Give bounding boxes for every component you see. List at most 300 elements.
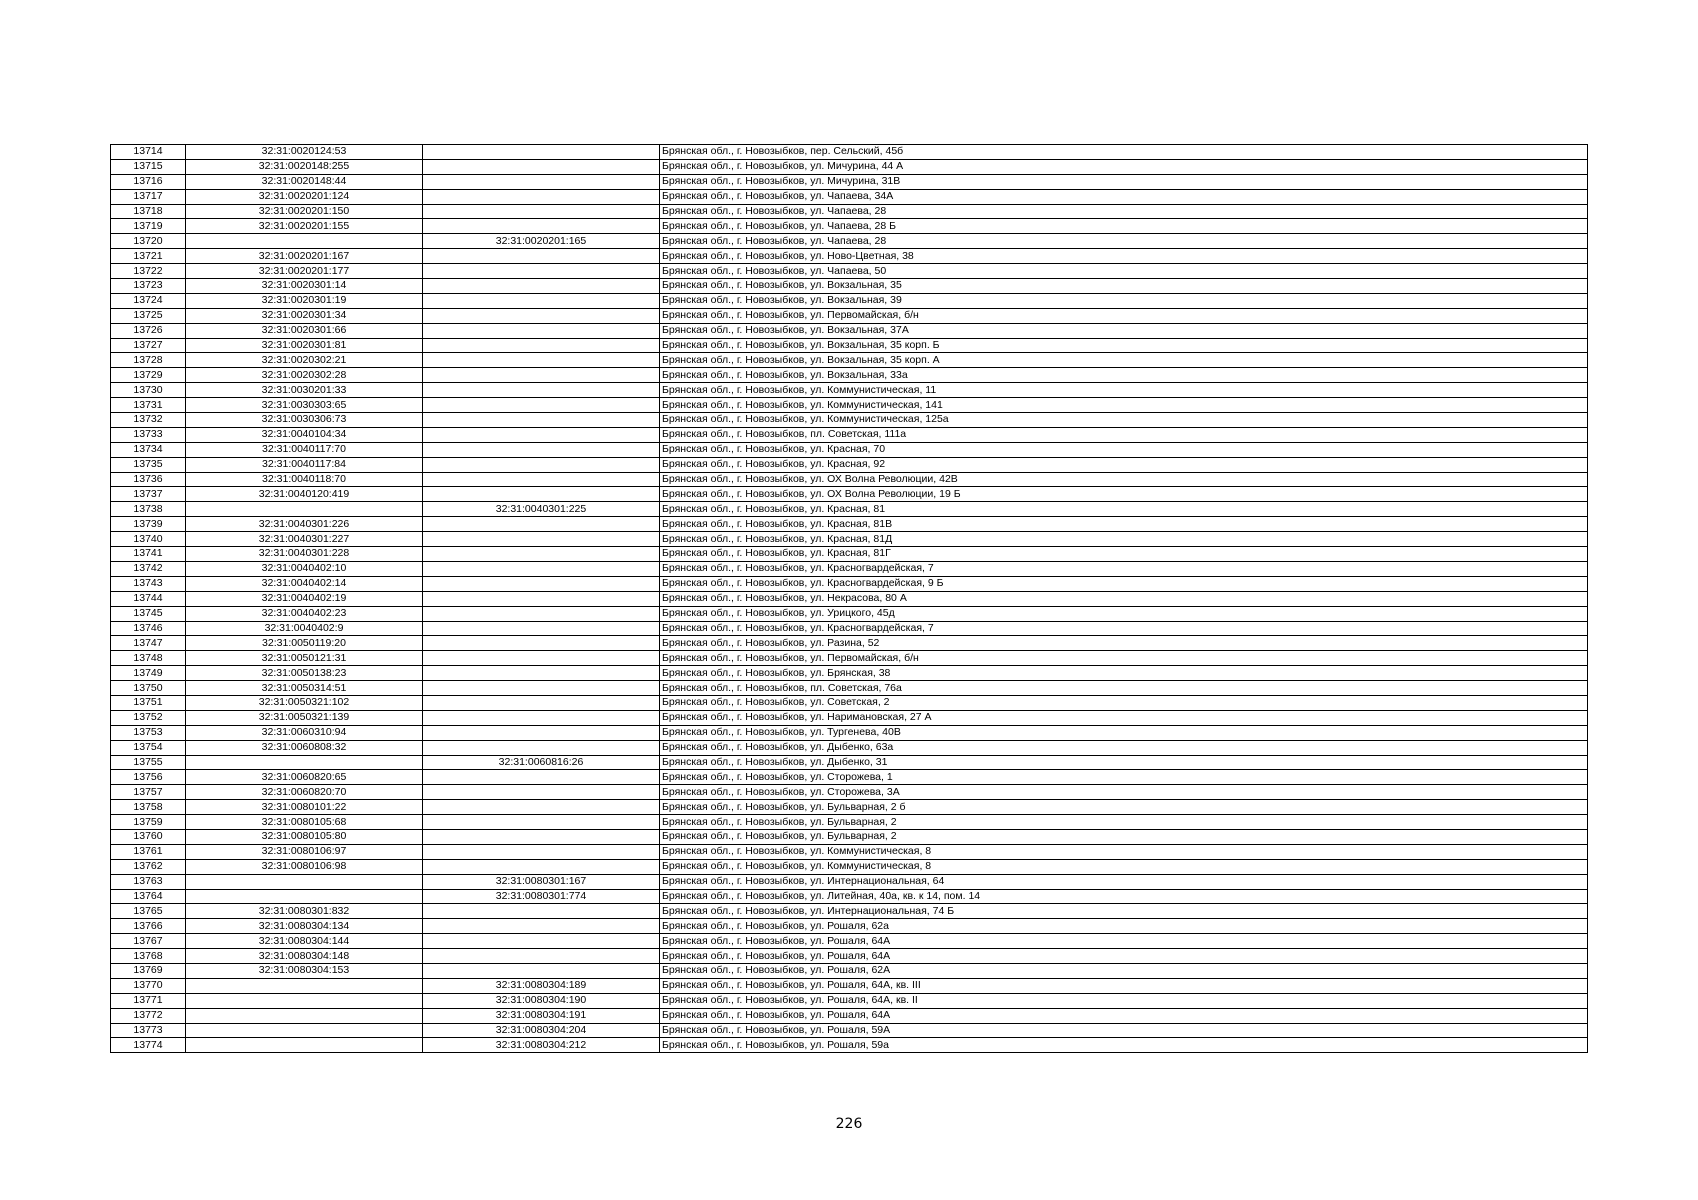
cadastral-number-alt-cell bbox=[423, 174, 660, 189]
row-number-cell: 13766 bbox=[111, 919, 186, 934]
address-cell: Брянская обл., г. Новозыбков, ул. Красная, 81 bbox=[660, 502, 1588, 517]
cadastral-number-cell: 32:31:0060820:65 bbox=[186, 770, 423, 785]
cadastral-number-alt-cell bbox=[423, 710, 660, 725]
row-number-cell: 13753 bbox=[111, 725, 186, 740]
address-cell: Брянская обл., г. Новозыбков, ул. Коммунистическая, 141 bbox=[660, 398, 1588, 413]
cadastral-number-cell bbox=[186, 1008, 423, 1023]
cadastral-number-cell: 32:31:0040402:19 bbox=[186, 591, 423, 606]
row-number-cell: 13729 bbox=[111, 368, 186, 383]
cadastral-number-cell: 32:31:0020301:14 bbox=[186, 279, 423, 294]
cadastral-number-alt-cell bbox=[423, 904, 660, 919]
row-number-cell: 13754 bbox=[111, 740, 186, 755]
cadastral-number-alt-cell bbox=[423, 636, 660, 651]
table-row bbox=[111, 517, 1588, 532]
cadastral-number-alt-cell bbox=[423, 204, 660, 219]
cadastral-number-alt-cell bbox=[423, 666, 660, 681]
table-row bbox=[111, 725, 1588, 740]
cadastral-number-cell: 32:31:0020201:167 bbox=[186, 249, 423, 264]
table-row bbox=[111, 904, 1588, 919]
cadastral-number-cell: 32:31:0020201:124 bbox=[186, 189, 423, 204]
cadastral-number-alt-cell bbox=[423, 621, 660, 636]
address-cell: Брянская обл., г. Новозыбков, ул. Сторожева, 1 bbox=[660, 770, 1588, 785]
row-number-cell: 13763 bbox=[111, 874, 186, 889]
table-row bbox=[111, 710, 1588, 725]
cadastral-number-alt-cell: 32:31:0080304:189 bbox=[423, 978, 660, 993]
address-cell: Брянская обл., г. Новозыбков, ул. Рошаля, 64А bbox=[660, 949, 1588, 964]
address-cell: Брянская обл., г. Новозыбков, ул. Коммунистическая, 8 bbox=[660, 859, 1588, 874]
cadastral-number-cell: 32:31:0030303:65 bbox=[186, 398, 423, 413]
cadastral-number-alt-cell bbox=[423, 159, 660, 174]
table-row bbox=[111, 606, 1588, 621]
cadastral-number-cell: 32:31:0020301:34 bbox=[186, 308, 423, 323]
row-number-cell: 13758 bbox=[111, 800, 186, 815]
row-number-cell: 13740 bbox=[111, 532, 186, 547]
row-number-cell: 13725 bbox=[111, 308, 186, 323]
cadastral-number-cell: 32:31:0030306:73 bbox=[186, 413, 423, 428]
table-row bbox=[111, 591, 1588, 606]
cadastral-number-alt-cell bbox=[423, 949, 660, 964]
row-number-cell: 13723 bbox=[111, 279, 186, 294]
address-cell: Брянская обл., г. Новозыбков, ул. Чапаева, 34А bbox=[660, 189, 1588, 204]
table-row bbox=[111, 427, 1588, 442]
address-cell: Брянская обл., г. Новозыбков, ул. Интернациональная, 74 Б bbox=[660, 904, 1588, 919]
table-row bbox=[111, 159, 1588, 174]
cadastral-number-alt-cell bbox=[423, 695, 660, 710]
table-row bbox=[111, 353, 1588, 368]
table-row bbox=[111, 770, 1588, 785]
address-cell: Брянская обл., г. Новозыбков, ул. Рошаля, 64А bbox=[660, 1008, 1588, 1023]
address-cell: Брянская обл., г. Новозыбков, ул. Разина, 52 bbox=[660, 636, 1588, 651]
row-number-cell: 13759 bbox=[111, 815, 186, 830]
row-number-cell: 13730 bbox=[111, 383, 186, 398]
row-number-cell: 13768 bbox=[111, 949, 186, 964]
cadastral-number-cell: 32:31:0050119:20 bbox=[186, 636, 423, 651]
address-cell: Брянская обл., г. Новозыбков, ул. ОХ Волна Революции, 42В bbox=[660, 472, 1588, 487]
cadastral-number-alt-cell bbox=[423, 427, 660, 442]
row-number-cell: 13752 bbox=[111, 710, 186, 725]
cadastral-number-cell: 32:31:0040117:84 bbox=[186, 457, 423, 472]
cadastral-number-alt-cell bbox=[423, 368, 660, 383]
cadastral-number-alt-cell bbox=[423, 532, 660, 547]
address-cell: Брянская обл., г. Новозыбков, ул. Чапаева, 50 bbox=[660, 264, 1588, 279]
row-number-cell: 13720 bbox=[111, 234, 186, 249]
cadastral-number-cell: 32:31:0050321:139 bbox=[186, 710, 423, 725]
row-number-cell: 13772 bbox=[111, 1008, 186, 1023]
cadastral-number-alt-cell bbox=[423, 338, 660, 353]
row-number-cell: 13736 bbox=[111, 472, 186, 487]
address-cell: Брянская обл., г. Новозыбков, ул. Дыбенко, 31 bbox=[660, 755, 1588, 770]
cadastral-number-cell: 32:31:0020201:150 bbox=[186, 204, 423, 219]
row-number-cell: 13737 bbox=[111, 487, 186, 502]
cadastral-number-alt-cell bbox=[423, 651, 660, 666]
cadastral-number-alt-cell: 32:31:0080304:190 bbox=[423, 993, 660, 1008]
row-number-cell: 13749 bbox=[111, 666, 186, 681]
table-row bbox=[111, 323, 1588, 338]
cadastral-number-cell bbox=[186, 755, 423, 770]
cadastral-number-cell: 32:31:0020302:28 bbox=[186, 368, 423, 383]
row-number-cell: 13732 bbox=[111, 413, 186, 428]
address-cell: Брянская обл., г. Новозыбков, ул. Красногвардейская, 7 bbox=[660, 561, 1588, 576]
cadastral-number-cell: 32:31:0020148:255 bbox=[186, 159, 423, 174]
cadastral-number-alt-cell bbox=[423, 145, 660, 160]
row-number-cell: 13773 bbox=[111, 1023, 186, 1038]
row-number-cell: 13715 bbox=[111, 159, 186, 174]
table-row bbox=[111, 844, 1588, 859]
row-number-cell: 13731 bbox=[111, 398, 186, 413]
cadastral-number-cell: 32:31:0040301:226 bbox=[186, 517, 423, 532]
cadastral-number-alt-cell bbox=[423, 800, 660, 815]
table-row bbox=[111, 189, 1588, 204]
table-row bbox=[111, 204, 1588, 219]
table-row bbox=[111, 695, 1588, 710]
cadastral-number-alt-cell bbox=[423, 844, 660, 859]
table-row bbox=[111, 413, 1588, 428]
table-row bbox=[111, 636, 1588, 651]
row-number-cell: 13762 bbox=[111, 859, 186, 874]
cadastral-number-alt-cell bbox=[423, 413, 660, 428]
cadastral-number-cell bbox=[186, 874, 423, 889]
cadastral-number-alt-cell: 32:31:0060816:26 bbox=[423, 755, 660, 770]
address-cell: Брянская обл., г. Новозыбков, ул. Наримановская, 27 А bbox=[660, 710, 1588, 725]
cadastral-number-cell: 32:31:0040402:9 bbox=[186, 621, 423, 636]
cadastral-number-alt-cell bbox=[423, 859, 660, 874]
table-row bbox=[111, 145, 1588, 160]
row-number-cell: 13746 bbox=[111, 621, 186, 636]
row-number-cell: 13755 bbox=[111, 755, 186, 770]
cadastral-number-alt-cell bbox=[423, 576, 660, 591]
cadastral-number-cell: 32:31:0050314:51 bbox=[186, 681, 423, 696]
cadastral-number-alt-cell: 32:31:0080304:212 bbox=[423, 1038, 660, 1053]
address-cell: Брянская обл., г. Новозыбков, ул. ОХ Волна Революции, 19 Б bbox=[660, 487, 1588, 502]
address-cell: Брянская обл., г. Новозыбков, ул. Мичурина, 31В bbox=[660, 174, 1588, 189]
address-cell: Брянская обл., г. Новозыбков, ул. Ново-Цветная, 38 bbox=[660, 249, 1588, 264]
cadastral-number-alt-cell bbox=[423, 487, 660, 502]
cadastral-number-cell bbox=[186, 502, 423, 517]
address-cell: Брянская обл., г. Новозыбков, пер. Сельский, 45б bbox=[660, 145, 1588, 160]
cadastral-number-alt-cell bbox=[423, 323, 660, 338]
table-row bbox=[111, 829, 1588, 844]
cadastral-number-alt-cell bbox=[423, 934, 660, 949]
address-cell: Брянская обл., г. Новозыбков, ул. Тургенева, 40В bbox=[660, 725, 1588, 740]
address-cell: Брянская обл., г. Новозыбков, ул. Чапаева, 28 bbox=[660, 234, 1588, 249]
table-row bbox=[111, 785, 1588, 800]
cadastral-number-alt-cell bbox=[423, 293, 660, 308]
table-row bbox=[111, 800, 1588, 815]
cadastral-number-alt-cell bbox=[423, 785, 660, 800]
table-row bbox=[111, 502, 1588, 517]
row-number-cell: 13727 bbox=[111, 338, 186, 353]
row-number-cell: 13714 bbox=[111, 145, 186, 160]
cadastral-number-alt-cell bbox=[423, 681, 660, 696]
cadastral-number-alt-cell bbox=[423, 815, 660, 830]
address-cell: Брянская обл., г. Новозыбков, ул. Рошаля, 64А bbox=[660, 934, 1588, 949]
row-number-cell: 13739 bbox=[111, 517, 186, 532]
table-row bbox=[111, 1008, 1588, 1023]
table-row bbox=[111, 978, 1588, 993]
address-cell: Брянская обл., г. Новозыбков, ул. Коммунистическая, 125а bbox=[660, 413, 1588, 428]
table-row bbox=[111, 934, 1588, 949]
cadastral-number-alt-cell: 32:31:0080304:204 bbox=[423, 1023, 660, 1038]
cadastral-number-alt-cell bbox=[423, 279, 660, 294]
address-cell: Брянская обл., г. Новозыбков, ул. Рошаля, 64А, кв. II bbox=[660, 993, 1588, 1008]
row-number-cell: 13718 bbox=[111, 204, 186, 219]
cadastral-number-cell: 32:31:0080106:97 bbox=[186, 844, 423, 859]
address-cell: Брянская обл., г. Новозыбков, ул. Бульварная, 2 б bbox=[660, 800, 1588, 815]
table-row bbox=[111, 547, 1588, 562]
page-number: 226 bbox=[835, 1116, 863, 1132]
row-number-cell: 13761 bbox=[111, 844, 186, 859]
row-number-cell: 13743 bbox=[111, 576, 186, 591]
table-row bbox=[111, 234, 1588, 249]
table-row bbox=[111, 621, 1588, 636]
cadastral-number-cell: 32:31:0040301:227 bbox=[186, 532, 423, 547]
cadastral-number-cell: 32:31:0080106:98 bbox=[186, 859, 423, 874]
address-cell: Брянская обл., г. Новозыбков, ул. Вокзальная, 33а bbox=[660, 368, 1588, 383]
row-number-cell: 13734 bbox=[111, 442, 186, 457]
address-cell: Брянская обл., г. Новозыбков, ул. Красная, 81Д bbox=[660, 532, 1588, 547]
cadastral-number-cell: 32:31:0080304:148 bbox=[186, 949, 423, 964]
cadastral-number-cell: 32:31:0020301:66 bbox=[186, 323, 423, 338]
table-row bbox=[111, 338, 1588, 353]
address-cell: Брянская обл., г. Новозыбков, ул. Мичурина, 44 А bbox=[660, 159, 1588, 174]
cadastral-number-cell: 32:31:0030201:33 bbox=[186, 383, 423, 398]
table-row bbox=[111, 279, 1588, 294]
address-cell: Брянская обл., г. Новозыбков, ул. Красная, 81В bbox=[660, 517, 1588, 532]
row-number-cell: 13735 bbox=[111, 457, 186, 472]
table-row bbox=[111, 889, 1588, 904]
table-row bbox=[111, 1038, 1588, 1053]
address-cell: Брянская обл., г. Новозыбков, ул. Рошаля, 64А, кв. III bbox=[660, 978, 1588, 993]
table-row bbox=[111, 874, 1588, 889]
cadastral-number-cell: 32:31:0040402:14 bbox=[186, 576, 423, 591]
row-number-cell: 13717 bbox=[111, 189, 186, 204]
cadastral-number-cell: 32:31:0080105:68 bbox=[186, 815, 423, 830]
cadastral-number-alt-cell bbox=[423, 353, 660, 368]
cadastral-number-alt-cell: 32:31:0080304:191 bbox=[423, 1008, 660, 1023]
table-row bbox=[111, 666, 1588, 681]
row-number-cell: 13760 bbox=[111, 829, 186, 844]
cadastral-number-alt-cell bbox=[423, 963, 660, 978]
address-cell: Брянская обл., г. Новозыбков, ул. Коммунистическая, 11 bbox=[660, 383, 1588, 398]
address-cell: Брянская обл., г. Новозыбков, ул. Сторожева, 3А bbox=[660, 785, 1588, 800]
row-number-cell: 13738 bbox=[111, 502, 186, 517]
address-cell: Брянская обл., г. Новозыбков, ул. Интернациональная, 64 bbox=[660, 874, 1588, 889]
cadastral-number-cell: 32:31:0080301:832 bbox=[186, 904, 423, 919]
address-cell: Брянская обл., г. Новозыбков, пл. Советская, 111а bbox=[660, 427, 1588, 442]
cadastral-number-cell bbox=[186, 978, 423, 993]
row-number-cell: 13756 bbox=[111, 770, 186, 785]
cadastral-number-alt-cell bbox=[423, 561, 660, 576]
cadastral-number-cell bbox=[186, 234, 423, 249]
cadastral-number-alt-cell bbox=[423, 264, 660, 279]
address-cell: Брянская обл., г. Новозыбков, ул. Дыбенко, 63а bbox=[660, 740, 1588, 755]
row-number-cell: 13716 bbox=[111, 174, 186, 189]
cadastral-number-alt-cell bbox=[423, 517, 660, 532]
row-number-cell: 13742 bbox=[111, 561, 186, 576]
row-number-cell: 13765 bbox=[111, 904, 186, 919]
cadastral-number-cell: 32:31:0040117:70 bbox=[186, 442, 423, 457]
row-number-cell: 13747 bbox=[111, 636, 186, 651]
table-row bbox=[111, 398, 1588, 413]
address-cell: Брянская обл., г. Новозыбков, ул. Брянская, 38 bbox=[660, 666, 1588, 681]
cadastral-number-alt-cell bbox=[423, 219, 660, 234]
table-row bbox=[111, 755, 1588, 770]
table-row bbox=[111, 949, 1588, 964]
address-cell: Брянская обл., г. Новозыбков, ул. Красная, 92 bbox=[660, 457, 1588, 472]
row-number-cell: 13728 bbox=[111, 353, 186, 368]
cadastral-number-cell: 32:31:0020148:44 bbox=[186, 174, 423, 189]
address-cell: Брянская обл., г. Новозыбков, ул. Коммунистическая, 8 bbox=[660, 844, 1588, 859]
cadastral-number-alt-cell bbox=[423, 189, 660, 204]
cadastral-number-cell bbox=[186, 993, 423, 1008]
table-row bbox=[111, 293, 1588, 308]
cadastral-number-alt-cell bbox=[423, 725, 660, 740]
address-cell: Брянская обл., г. Новозыбков, ул. Красногвардейская, 9 Б bbox=[660, 576, 1588, 591]
cadastral-register-table bbox=[110, 144, 1588, 1053]
table-row bbox=[111, 383, 1588, 398]
cadastral-number-cell: 32:31:0020302:21 bbox=[186, 353, 423, 368]
table-row bbox=[111, 859, 1588, 874]
cadastral-number-alt-cell bbox=[423, 770, 660, 785]
address-cell: Брянская обл., г. Новозыбков, ул. Вокзальная, 37А bbox=[660, 323, 1588, 338]
table-row bbox=[111, 174, 1588, 189]
cadastral-number-cell bbox=[186, 1038, 423, 1053]
cadastral-number-cell: 32:31:0050121:31 bbox=[186, 651, 423, 666]
table-row bbox=[111, 442, 1588, 457]
cadastral-number-alt-cell: 32:31:0080301:774 bbox=[423, 889, 660, 904]
cadastral-number-alt-cell bbox=[423, 606, 660, 621]
address-cell: Брянская обл., г. Новозыбков, ул. Чапаева, 28 bbox=[660, 204, 1588, 219]
cadastral-number-cell: 32:31:0040120:419 bbox=[186, 487, 423, 502]
table-row bbox=[111, 651, 1588, 666]
cadastral-number-cell: 32:31:0020124:53 bbox=[186, 145, 423, 160]
address-cell: Брянская обл., г. Новозыбков, ул. Рошаля, 59а bbox=[660, 1038, 1588, 1053]
cadastral-number-alt-cell bbox=[423, 383, 660, 398]
cadastral-number-cell bbox=[186, 889, 423, 904]
address-cell: Брянская обл., г. Новозыбков, ул. Рошаля, 62а bbox=[660, 919, 1588, 934]
row-number-cell: 13751 bbox=[111, 695, 186, 710]
row-number-cell: 13741 bbox=[111, 547, 186, 562]
table-row bbox=[111, 1023, 1588, 1038]
row-number-cell: 13771 bbox=[111, 993, 186, 1008]
cadastral-number-cell: 32:31:0040301:228 bbox=[186, 547, 423, 562]
cadastral-number-cell: 32:31:0050321:102 bbox=[186, 695, 423, 710]
register-table-body bbox=[111, 145, 1588, 1053]
cadastral-number-alt-cell bbox=[423, 249, 660, 264]
table-row bbox=[111, 681, 1588, 696]
cadastral-number-cell: 32:31:0040104:34 bbox=[186, 427, 423, 442]
address-cell: Брянская обл., г. Новозыбков, ул. Вокзальная, 35 корп. Б bbox=[660, 338, 1588, 353]
cadastral-number-cell: 32:31:0080304:144 bbox=[186, 934, 423, 949]
cadastral-number-alt-cell bbox=[423, 308, 660, 323]
row-number-cell: 13733 bbox=[111, 427, 186, 442]
row-number-cell: 13757 bbox=[111, 785, 186, 800]
address-cell: Брянская обл., г. Новозыбков, ул. Вокзальная, 35 корп. А bbox=[660, 353, 1588, 368]
table-row bbox=[111, 457, 1588, 472]
cadastral-number-alt-cell bbox=[423, 442, 660, 457]
table-row bbox=[111, 740, 1588, 755]
address-cell: Брянская обл., г. Новозыбков, пл. Советская, 76а bbox=[660, 681, 1588, 696]
cadastral-number-cell bbox=[186, 1023, 423, 1038]
cadastral-number-cell: 32:31:0040402:23 bbox=[186, 606, 423, 621]
row-number-cell: 13724 bbox=[111, 293, 186, 308]
cadastral-number-alt-cell bbox=[423, 829, 660, 844]
cadastral-number-cell: 32:31:0020301:81 bbox=[186, 338, 423, 353]
address-cell: Брянская обл., г. Новозыбков, ул. Красная, 81Г bbox=[660, 547, 1588, 562]
cadastral-number-cell: 32:31:0060820:70 bbox=[186, 785, 423, 800]
table-row bbox=[111, 532, 1588, 547]
table-row bbox=[111, 993, 1588, 1008]
cadastral-number-alt-cell: 32:31:0040301:225 bbox=[423, 502, 660, 517]
table-row bbox=[111, 919, 1588, 934]
row-number-cell: 13726 bbox=[111, 323, 186, 338]
row-number-cell: 13721 bbox=[111, 249, 186, 264]
table-row bbox=[111, 963, 1588, 978]
row-number-cell: 13719 bbox=[111, 219, 186, 234]
cadastral-number-cell: 32:31:0020201:155 bbox=[186, 219, 423, 234]
address-cell: Брянская обл., г. Новозыбков, ул. Советская, 2 bbox=[660, 695, 1588, 710]
cadastral-number-alt-cell bbox=[423, 472, 660, 487]
row-number-cell: 13764 bbox=[111, 889, 186, 904]
address-cell: Брянская обл., г. Новозыбков, ул. Чапаева, 28 Б bbox=[660, 219, 1588, 234]
table-row bbox=[111, 815, 1588, 830]
cadastral-number-alt-cell: 32:31:0020201:165 bbox=[423, 234, 660, 249]
address-cell: Брянская обл., г. Новозыбков, ул. Литейная, 40а, кв. к 14, пом. 14 bbox=[660, 889, 1588, 904]
cadastral-number-cell: 32:31:0080304:134 bbox=[186, 919, 423, 934]
cadastral-number-cell: 32:31:0060808:32 bbox=[186, 740, 423, 755]
table-row bbox=[111, 219, 1588, 234]
cadastral-number-alt-cell bbox=[423, 919, 660, 934]
address-cell: Брянская обл., г. Новозыбков, ул. Красногвардейская, 7 bbox=[660, 621, 1588, 636]
cadastral-number-cell: 32:31:0050138:23 bbox=[186, 666, 423, 681]
address-cell: Брянская обл., г. Новозыбков, ул. Первомайская, б/н bbox=[660, 651, 1588, 666]
row-number-cell: 13745 bbox=[111, 606, 186, 621]
row-number-cell: 13748 bbox=[111, 651, 186, 666]
table-row bbox=[111, 472, 1588, 487]
row-number-cell: 13774 bbox=[111, 1038, 186, 1053]
cadastral-number-alt-cell: 32:31:0080301:167 bbox=[423, 874, 660, 889]
address-cell: Брянская обл., г. Новозыбков, ул. Вокзальная, 39 bbox=[660, 293, 1588, 308]
cadastral-number-cell: 32:31:0080101:22 bbox=[186, 800, 423, 815]
cadastral-number-cell: 32:31:0080105:80 bbox=[186, 829, 423, 844]
row-number-cell: 13769 bbox=[111, 963, 186, 978]
address-cell: Брянская обл., г. Новозыбков, ул. Рошаля, 59А bbox=[660, 1023, 1588, 1038]
address-cell: Брянская обл., г. Новозыбков, ул. Некрасова, 80 А bbox=[660, 591, 1588, 606]
table-row bbox=[111, 368, 1588, 383]
cadastral-number-cell: 32:31:0080304:153 bbox=[186, 963, 423, 978]
address-cell: Брянская обл., г. Новозыбков, ул. Красная, 70 bbox=[660, 442, 1588, 457]
row-number-cell: 13722 bbox=[111, 264, 186, 279]
cadastral-number-cell: 32:31:0020201:177 bbox=[186, 264, 423, 279]
table-row bbox=[111, 487, 1588, 502]
cadastral-number-alt-cell bbox=[423, 398, 660, 413]
table-row bbox=[111, 576, 1588, 591]
table-row bbox=[111, 264, 1588, 279]
address-cell: Брянская обл., г. Новозыбков, ул. Бульварная, 2 bbox=[660, 829, 1588, 844]
cadastral-number-cell: 32:31:0040402:10 bbox=[186, 561, 423, 576]
table-row bbox=[111, 308, 1588, 323]
cadastral-number-alt-cell bbox=[423, 591, 660, 606]
table-row bbox=[111, 561, 1588, 576]
row-number-cell: 13770 bbox=[111, 978, 186, 993]
cadastral-number-cell: 32:31:0060310:94 bbox=[186, 725, 423, 740]
row-number-cell: 13750 bbox=[111, 681, 186, 696]
row-number-cell: 13744 bbox=[111, 591, 186, 606]
address-cell: Брянская обл., г. Новозыбков, ул. Вокзальная, 35 bbox=[660, 279, 1588, 294]
cadastral-number-alt-cell bbox=[423, 547, 660, 562]
address-cell: Брянская обл., г. Новозыбков, ул. Рошаля, 62А bbox=[660, 963, 1588, 978]
cadastral-number-alt-cell bbox=[423, 457, 660, 472]
